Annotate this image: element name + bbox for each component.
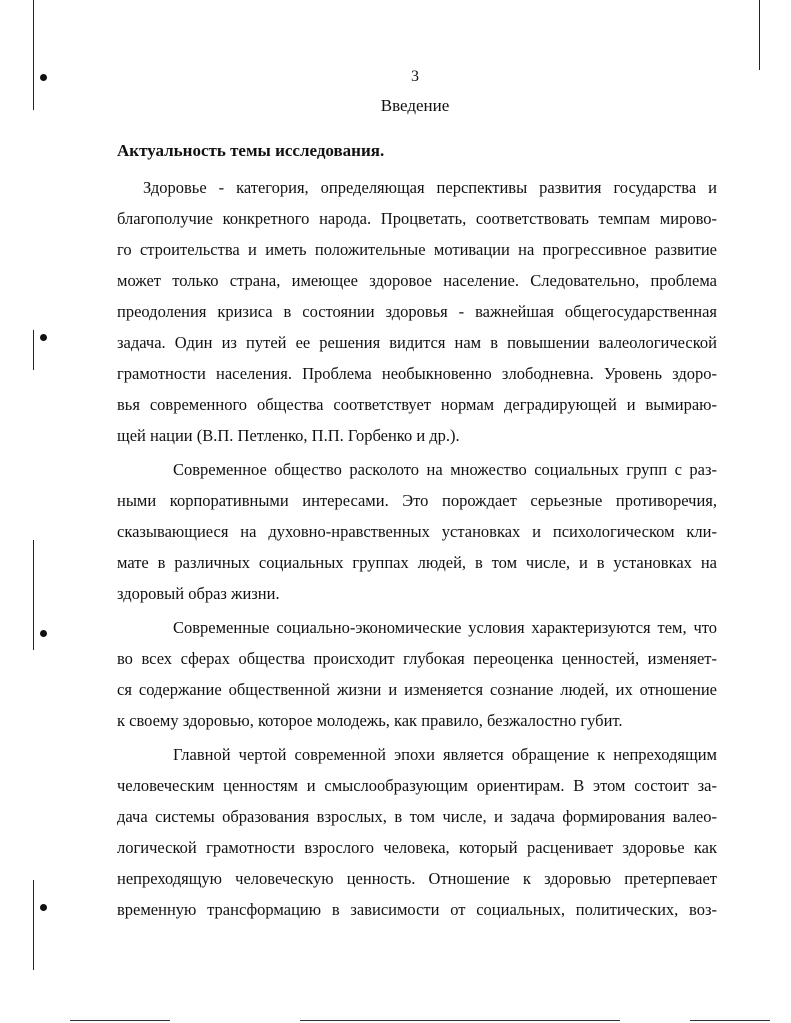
scan-bottom-edge [690, 1020, 770, 1021]
scan-edge-line-left [33, 0, 34, 110]
text-line: грамотности населения. Проблема необыкновенно злободневна. Уровень здоро- [117, 364, 717, 383]
text-line: к своему здоровью, которое молодежь, как правило, безжалостно губит. [117, 711, 623, 730]
punch-hole-mark [40, 334, 47, 341]
text-line: Главной чертой современной эпохи является обращение к непреходящим [173, 745, 717, 764]
text-line: здоровый образ жизни. [117, 584, 280, 603]
punch-hole-mark [40, 904, 47, 911]
text-line: преодоления кризиса в состоянии здоровья - важнейшая общегосударственная [117, 302, 717, 321]
text-line: человеческим ценностям и смыслообразующим ориентирам. В этом состоит за- [117, 776, 717, 795]
scan-edge-line-left [33, 540, 34, 600]
scan-edge-line-left [33, 330, 34, 370]
scan-edge-line-right [759, 0, 760, 70]
text-line: Современные социально-экономические условия характеризуются тем, что [173, 618, 717, 637]
text-line: непреходящую человеческую ценность. Отношение к здоровью претерпевает [117, 869, 717, 888]
text-line: сказывающиеся на духовно-нравственных установках и психологическом кли- [117, 522, 717, 541]
punch-hole-mark [40, 630, 47, 637]
page-title: Введение [380, 96, 450, 115]
text-line: может только страна, имеющее здоровое население. Следовательно, проблема [117, 271, 717, 290]
scan-bottom-edge [300, 1020, 620, 1021]
text-line: ными корпоративными интересами. Это порождает серьезные противоречия, [117, 491, 717, 510]
text-line: Здоровье - категория, определяющая перспективы развития государства и [143, 178, 717, 197]
scan-edge-line-left [33, 600, 34, 650]
text-line: Современное общество расколото на множество социальных групп с раз- [173, 460, 717, 479]
scan-edge-line-left [33, 880, 34, 970]
page-number: 3 [411, 68, 419, 85]
text-line: вья современного общества соответствует нормам деградирующей и вымираю- [117, 395, 717, 414]
text-line: мате в различных социальных группах людей, в том числе, и в установках на [117, 553, 717, 572]
text-line: во всех сферах общества происходит глубокая переоценка ценностей, изменяет- [117, 649, 717, 668]
text-line: логической грамотности взрослого человека, который расценивает здоровье как [117, 838, 717, 857]
text-line: задача. Один из путей ее решения видится нам в повышении валеологической [117, 333, 717, 352]
body-text [117, 172, 717, 925]
text-line: щей нации (В.П. Петленко, П.П. Горбенко и др.). [117, 426, 460, 445]
text-line: го строительства и иметь положительные мотивации на прогрессивное развитие [117, 240, 717, 259]
text-line: дача системы образования взрослых, в том числе, и задача формирования валео- [117, 807, 717, 826]
section-heading: Актуальность темы исследования. [117, 141, 385, 160]
text-line: временную трансформацию в зависимости от социальных, политических, воз- [117, 900, 717, 919]
text-line: ся содержание общественной жизни и изменяется сознание людей, их отношение [117, 680, 717, 699]
scan-bottom-edge [70, 1020, 170, 1021]
text-line: благополучие конкретного народа. Процветать, соответствовать темпам мирово- [117, 209, 717, 228]
